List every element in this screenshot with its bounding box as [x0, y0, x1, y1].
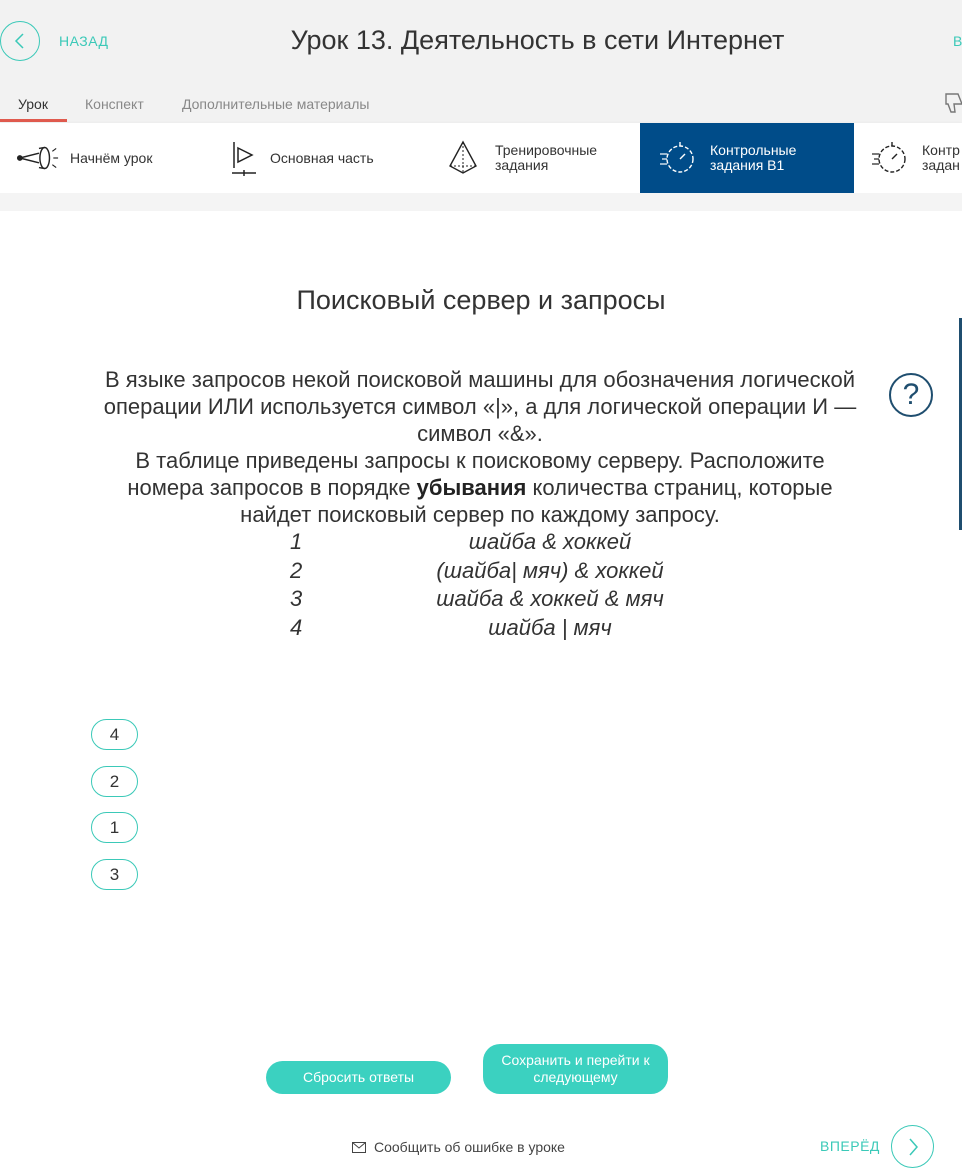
megaphone-icon [16, 140, 60, 176]
sections-shadow [0, 193, 962, 211]
forward-button[interactable] [891, 1125, 934, 1168]
section-label: Основная часть [270, 149, 374, 166]
report-error-label: Сообщить об ошибке в уроке [374, 1139, 565, 1155]
report-error-link[interactable] [352, 1139, 565, 1155]
lesson-sections [0, 123, 962, 193]
active-tab-underline [0, 119, 67, 122]
tab-additional-materials[interactable]: Дополнительные материалы [182, 96, 370, 112]
header-right-link[interactable]: В [953, 33, 962, 49]
section-start-lesson[interactable] [0, 123, 210, 193]
task-paragraph-2: В таблице приведены запросы к поисковому серверу. Расположите номера запросов в порядке убывания количества страниц, которые найдет поисковый сервер по каждому запросу. [127, 448, 833, 527]
stopwatch-icon [656, 140, 700, 176]
back-label[interactable]: НАЗАД [59, 33, 109, 49]
query-number: 4 [290, 615, 303, 640]
section-label: Контрольные задания В1 [710, 142, 797, 173]
stopwatch-icon [868, 140, 912, 176]
play-icon [228, 140, 260, 176]
task-title: Поисковый сервер и запросы [296, 285, 666, 315]
query-row [0, 615, 962, 644]
query-text: шайба & хоккей [468, 529, 632, 554]
answer-item[interactable]: 1 [91, 812, 138, 843]
query-row [0, 529, 962, 558]
lesson-header [0, 0, 962, 123]
section-training-tasks[interactable] [425, 123, 640, 193]
section-control-tasks-b1[interactable] [640, 123, 854, 193]
section-control-tasks-b2[interactable] [854, 123, 962, 193]
emphasis-word: убывания [416, 475, 527, 500]
tab-summary[interactable]: Конспект [85, 96, 144, 112]
help-button[interactable]: ? [889, 373, 933, 417]
pyramid-icon [441, 140, 485, 176]
query-row [0, 558, 962, 587]
query-number: 3 [290, 586, 303, 611]
section-main-part[interactable] [210, 123, 425, 193]
answer-item[interactable]: 2 [91, 766, 138, 797]
forward-label[interactable]: ВПЕРЁД [820, 1138, 880, 1154]
tab-lesson[interactable]: Урок [18, 96, 48, 112]
section-label: Тренировочные задания [495, 142, 598, 173]
answer-item[interactable]: 4 [91, 719, 138, 750]
query-number: 2 [290, 558, 303, 583]
section-label: Начнём урок [70, 149, 153, 166]
chevron-right-icon [906, 1137, 920, 1157]
query-text: (шайба| мяч) & хоккей [436, 558, 664, 583]
answer-item[interactable]: 3 [91, 859, 138, 890]
query-text: шайба | мяч [488, 615, 612, 640]
mail-icon [352, 1142, 366, 1153]
query-number: 1 [290, 529, 303, 554]
task-text [95, 366, 865, 528]
lesson-title: Урок 13. Деятельность в сети Интернет [290, 25, 785, 55]
task-paragraph-1: В языке запросов некой поисковой машины для обозначения логической операции ИЛИ используется символ «|», а для логической операции И — символ «&». [103, 367, 857, 446]
thumb-down-icon[interactable] [944, 92, 962, 116]
query-text: шайба & хоккей & мяч [436, 586, 664, 611]
section-label: Контр задан [922, 142, 960, 173]
query-row [0, 586, 962, 615]
reset-answers-button[interactable]: Сбросить ответы [266, 1061, 451, 1094]
save-and-next-button[interactable]: Сохранить и перейти к следующему [483, 1044, 668, 1094]
